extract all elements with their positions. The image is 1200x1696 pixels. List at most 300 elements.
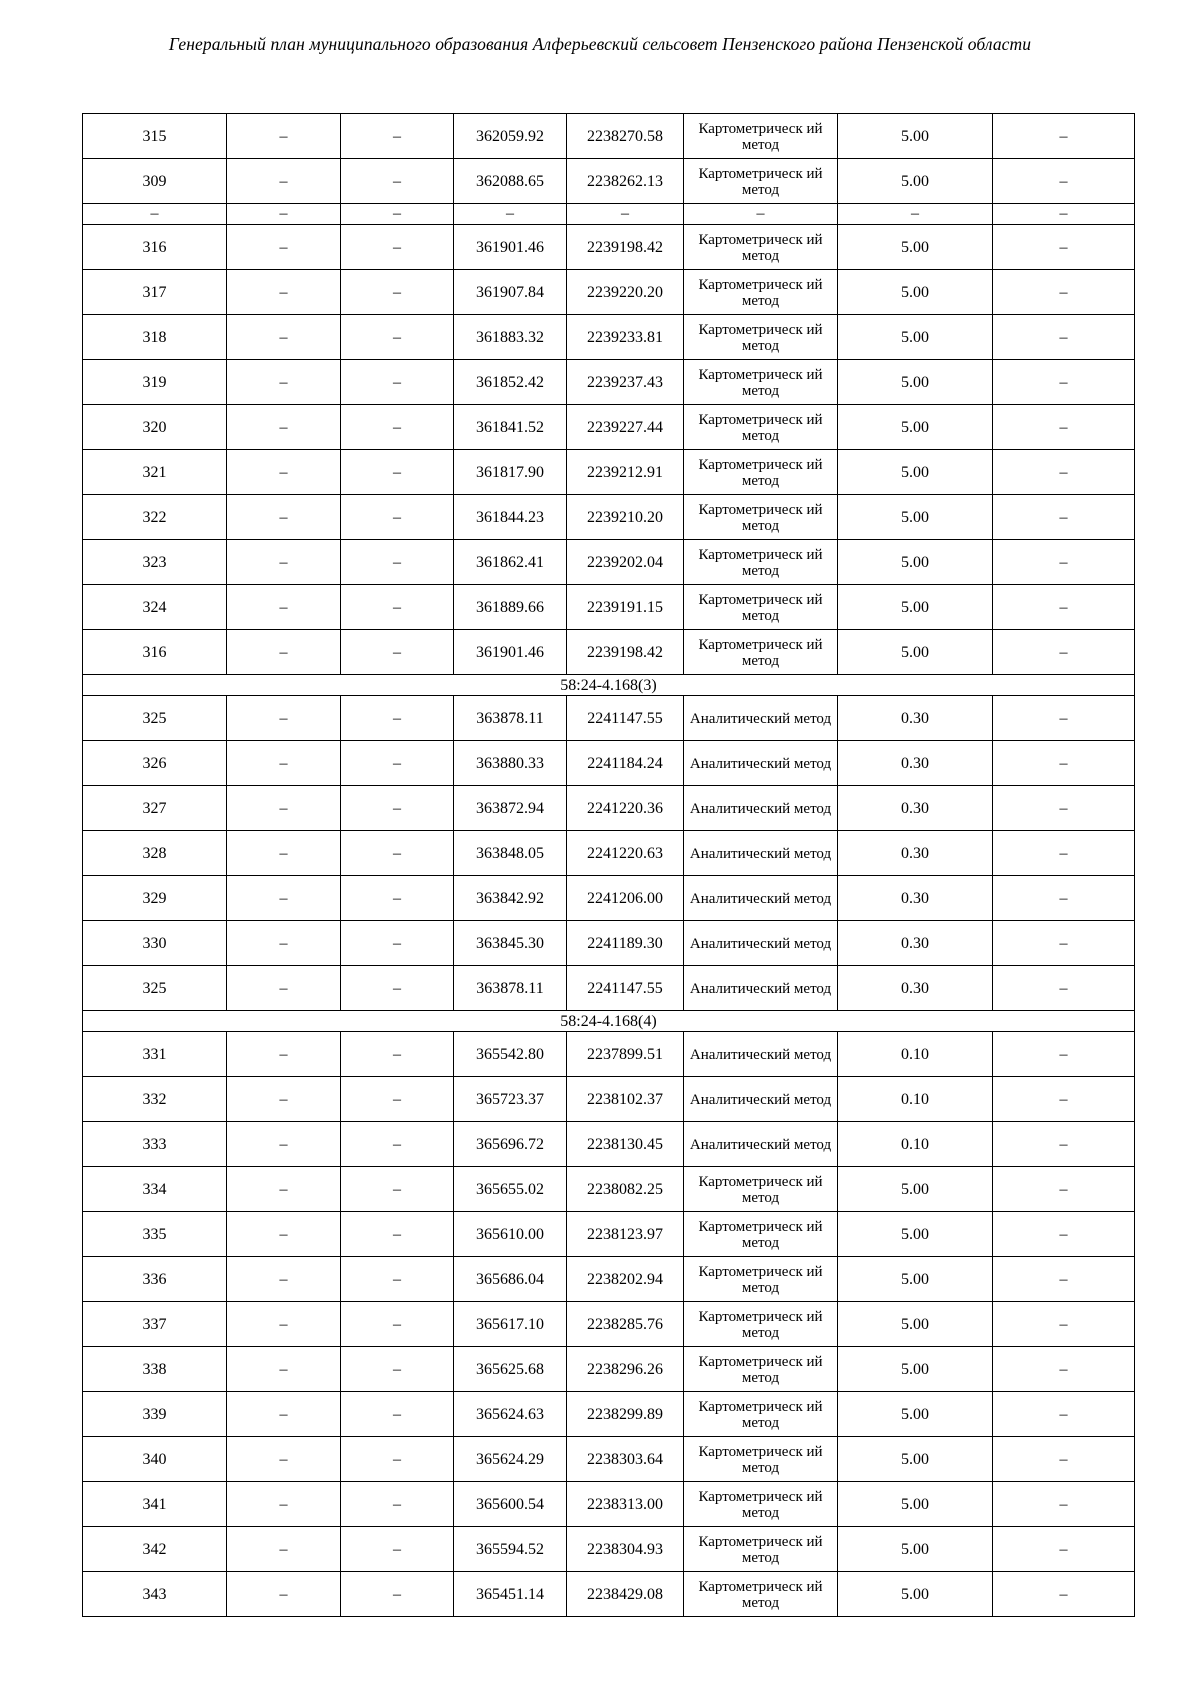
table-row	[83, 1302, 1135, 1347]
old-y-cell: –	[341, 114, 454, 159]
x-coordinate-cell: 365624.29	[454, 1437, 567, 1482]
old-y-cell: –	[341, 630, 454, 675]
y-coordinate-cell: 2241189.30	[567, 921, 684, 966]
description-cell: –	[993, 360, 1135, 405]
old-y-cell: –	[341, 1257, 454, 1302]
accuracy-cell: 5.00	[838, 540, 993, 585]
point-number-cell: 323	[83, 540, 227, 585]
description-cell: –	[993, 225, 1135, 270]
accuracy-cell: 5.00	[838, 630, 993, 675]
description-cell: –	[993, 270, 1135, 315]
old-x-cell: –	[227, 966, 341, 1011]
table-row	[83, 921, 1135, 966]
y-coordinate-cell: 2238304.93	[567, 1527, 684, 1572]
old-x-cell: –	[227, 1077, 341, 1122]
description-cell: –	[993, 1257, 1135, 1302]
method-cell: Аналитический метод	[684, 696, 838, 741]
y-coordinate-cell: 2238296.26	[567, 1347, 684, 1392]
point-number-cell: 317	[83, 270, 227, 315]
description-cell: –	[993, 1392, 1135, 1437]
point-number-cell: 329	[83, 876, 227, 921]
old-y-cell: –	[341, 204, 454, 225]
y-coordinate-cell: 2239198.42	[567, 630, 684, 675]
description-cell: –	[993, 495, 1135, 540]
y-coordinate-cell: 2238202.94	[567, 1257, 684, 1302]
point-number-cell: 324	[83, 585, 227, 630]
point-number-cell: 328	[83, 831, 227, 876]
point-number-cell: 340	[83, 1437, 227, 1482]
old-y-cell: –	[341, 270, 454, 315]
description-cell: –	[993, 1167, 1135, 1212]
y-coordinate-cell: 2238262.13	[567, 159, 684, 204]
point-number-cell: 309	[83, 159, 227, 204]
description-cell: –	[993, 630, 1135, 675]
old-x-cell: –	[227, 1212, 341, 1257]
point-number-cell: 336	[83, 1257, 227, 1302]
x-coordinate-cell: 365625.68	[454, 1347, 567, 1392]
point-number-cell: 322	[83, 495, 227, 540]
accuracy-cell: –	[838, 204, 993, 225]
method-cell: Картометрическ ий метод	[684, 1437, 838, 1482]
x-coordinate-cell: 361841.52	[454, 405, 567, 450]
x-coordinate-cell: 365542.80	[454, 1032, 567, 1077]
point-number-cell: 334	[83, 1167, 227, 1212]
method-cell: Картометрическ ий метод	[684, 315, 838, 360]
point-number-cell: 341	[83, 1482, 227, 1527]
description-cell: –	[993, 1302, 1135, 1347]
x-coordinate-cell: 363845.30	[454, 921, 567, 966]
point-number-cell: 327	[83, 786, 227, 831]
y-coordinate-cell: 2239212.91	[567, 450, 684, 495]
accuracy-cell: 5.00	[838, 270, 993, 315]
old-x-cell: –	[227, 1482, 341, 1527]
old-x-cell: –	[227, 495, 341, 540]
x-coordinate-cell: 365686.04	[454, 1257, 567, 1302]
description-cell: –	[993, 114, 1135, 159]
table-row	[83, 1077, 1135, 1122]
table-row	[83, 360, 1135, 405]
old-x-cell: –	[227, 1572, 341, 1617]
y-coordinate-cell: 2238303.64	[567, 1437, 684, 1482]
point-number-cell: –	[83, 204, 227, 225]
accuracy-cell: 5.00	[838, 1572, 993, 1617]
description-cell: –	[993, 1437, 1135, 1482]
x-coordinate-cell: 361907.84	[454, 270, 567, 315]
accuracy-cell: 0.30	[838, 831, 993, 876]
y-coordinate-cell: 2238285.76	[567, 1302, 684, 1347]
y-coordinate-cell: –	[567, 204, 684, 225]
old-x-cell: –	[227, 1167, 341, 1212]
old-x-cell: –	[227, 225, 341, 270]
method-cell: Картометрическ ий метод	[684, 1212, 838, 1257]
method-cell: Аналитический метод	[684, 1077, 838, 1122]
point-number-cell: 315	[83, 114, 227, 159]
method-cell: Картометрическ ий метод	[684, 1572, 838, 1617]
method-cell: Аналитический метод	[684, 1032, 838, 1077]
table-row	[83, 1572, 1135, 1617]
table-row	[83, 1482, 1135, 1527]
x-coordinate-cell: 363848.05	[454, 831, 567, 876]
table-row	[83, 1347, 1135, 1392]
method-cell: Картометрическ ий метод	[684, 540, 838, 585]
table-row	[83, 630, 1135, 675]
page-header: Генеральный план муниципального образования Алферьевский сельсовет Пензенского района Пензенской области	[168, 34, 1032, 54]
accuracy-cell: 5.00	[838, 1392, 993, 1437]
table-row	[83, 741, 1135, 786]
description-cell: –	[993, 159, 1135, 204]
description-cell: –	[993, 921, 1135, 966]
table-body	[83, 114, 1135, 1617]
old-x-cell: –	[227, 696, 341, 741]
point-number-cell: 320	[83, 405, 227, 450]
accuracy-cell: 5.00	[838, 315, 993, 360]
method-cell: Картометрическ ий метод	[684, 360, 838, 405]
method-cell: Картометрическ ий метод	[684, 1527, 838, 1572]
x-coordinate-cell: 361844.23	[454, 495, 567, 540]
old-y-cell: –	[341, 495, 454, 540]
old-y-cell: –	[341, 966, 454, 1011]
old-y-cell: –	[341, 315, 454, 360]
point-number-cell: 318	[83, 315, 227, 360]
old-y-cell: –	[341, 876, 454, 921]
point-number-cell: 316	[83, 225, 227, 270]
description-cell: –	[993, 540, 1135, 585]
y-coordinate-cell: 2238429.08	[567, 1572, 684, 1617]
point-number-cell: 326	[83, 741, 227, 786]
accuracy-cell: 5.00	[838, 1212, 993, 1257]
table-row	[83, 1257, 1135, 1302]
accuracy-cell: 0.30	[838, 786, 993, 831]
x-coordinate-cell: 363842.92	[454, 876, 567, 921]
x-coordinate-cell: 363872.94	[454, 786, 567, 831]
method-cell: Картометрическ ий метод	[684, 1392, 838, 1437]
accuracy-cell: 5.00	[838, 1527, 993, 1572]
description-cell: –	[993, 585, 1135, 630]
x-coordinate-cell: 365723.37	[454, 1077, 567, 1122]
description-cell: –	[993, 1482, 1135, 1527]
method-cell: Картометрическ ий метод	[684, 1167, 838, 1212]
y-coordinate-cell: 2239220.20	[567, 270, 684, 315]
old-x-cell: –	[227, 876, 341, 921]
x-coordinate-cell: 362059.92	[454, 114, 567, 159]
table-row	[83, 1437, 1135, 1482]
y-coordinate-cell: 2238270.58	[567, 114, 684, 159]
old-y-cell: –	[341, 1437, 454, 1482]
x-coordinate-cell: 362088.65	[454, 159, 567, 204]
table-row	[83, 876, 1135, 921]
table-row	[83, 159, 1135, 204]
table-row	[83, 450, 1135, 495]
y-coordinate-cell: 2238130.45	[567, 1122, 684, 1167]
coordinates-table	[82, 113, 1135, 1617]
y-coordinate-cell: 2239233.81	[567, 315, 684, 360]
table-row	[83, 315, 1135, 360]
x-coordinate-cell: 365594.52	[454, 1527, 567, 1572]
old-y-cell: –	[341, 741, 454, 786]
table-row	[83, 696, 1135, 741]
accuracy-cell: 5.00	[838, 1257, 993, 1302]
x-coordinate-cell: 363878.11	[454, 696, 567, 741]
x-coordinate-cell: 365451.14	[454, 1572, 567, 1617]
description-cell: –	[993, 966, 1135, 1011]
method-cell: Аналитический метод	[684, 1122, 838, 1167]
method-cell: –	[684, 204, 838, 225]
method-cell: Картометрическ ий метод	[684, 1302, 838, 1347]
old-x-cell: –	[227, 1392, 341, 1437]
y-coordinate-cell: 2238313.00	[567, 1482, 684, 1527]
old-x-cell: –	[227, 1032, 341, 1077]
old-y-cell: –	[341, 225, 454, 270]
accuracy-cell: 5.00	[838, 450, 993, 495]
table-row	[83, 585, 1135, 630]
old-x-cell: –	[227, 585, 341, 630]
table-row	[83, 1122, 1135, 1167]
y-coordinate-cell: 2238123.97	[567, 1212, 684, 1257]
x-coordinate-cell: 361817.90	[454, 450, 567, 495]
old-x-cell: –	[227, 450, 341, 495]
method-cell: Аналитический метод	[684, 786, 838, 831]
method-cell: Картометрическ ий метод	[684, 495, 838, 540]
accuracy-cell: 0.10	[838, 1077, 993, 1122]
x-coordinate-cell: –	[454, 204, 567, 225]
y-coordinate-cell: 2241220.63	[567, 831, 684, 876]
point-number-cell: 331	[83, 1032, 227, 1077]
accuracy-cell: 5.00	[838, 1302, 993, 1347]
description-cell: –	[993, 1077, 1135, 1122]
y-coordinate-cell: 2241206.00	[567, 876, 684, 921]
point-number-cell: 316	[83, 630, 227, 675]
y-coordinate-cell: 2237899.51	[567, 1032, 684, 1077]
accuracy-cell: 5.00	[838, 114, 993, 159]
method-cell: Аналитический метод	[684, 831, 838, 876]
old-x-cell: –	[227, 360, 341, 405]
x-coordinate-cell: 361901.46	[454, 225, 567, 270]
old-x-cell: –	[227, 741, 341, 786]
y-coordinate-cell: 2238299.89	[567, 1392, 684, 1437]
x-coordinate-cell: 365610.00	[454, 1212, 567, 1257]
old-y-cell: –	[341, 540, 454, 585]
old-x-cell: –	[227, 540, 341, 585]
section-header-row	[83, 1011, 1135, 1032]
accuracy-cell: 5.00	[838, 495, 993, 540]
description-cell: –	[993, 450, 1135, 495]
point-number-cell: 337	[83, 1302, 227, 1347]
method-cell: Картометрическ ий метод	[684, 1482, 838, 1527]
old-y-cell: –	[341, 1527, 454, 1572]
table-row	[83, 831, 1135, 876]
separator-row	[83, 204, 1135, 225]
accuracy-cell: 0.30	[838, 966, 993, 1011]
method-cell: Аналитический метод	[684, 741, 838, 786]
description-cell: –	[993, 696, 1135, 741]
accuracy-cell: 5.00	[838, 405, 993, 450]
old-x-cell: –	[227, 159, 341, 204]
table-row	[83, 1032, 1135, 1077]
y-coordinate-cell: 2241147.55	[567, 696, 684, 741]
table-row	[83, 405, 1135, 450]
old-y-cell: –	[341, 1032, 454, 1077]
method-cell: Картометрическ ий метод	[684, 270, 838, 315]
method-cell: Картометрическ ий метод	[684, 630, 838, 675]
accuracy-cell: 0.30	[838, 741, 993, 786]
accuracy-cell: 0.30	[838, 876, 993, 921]
table-row	[83, 1167, 1135, 1212]
old-x-cell: –	[227, 1437, 341, 1482]
y-coordinate-cell: 2239227.44	[567, 405, 684, 450]
section-label: 58:24-4.168(4)	[83, 1011, 1135, 1032]
y-coordinate-cell: 2238102.37	[567, 1077, 684, 1122]
old-y-cell: –	[341, 1572, 454, 1617]
x-coordinate-cell: 363878.11	[454, 966, 567, 1011]
description-cell: –	[993, 876, 1135, 921]
old-y-cell: –	[341, 450, 454, 495]
old-y-cell: –	[341, 696, 454, 741]
accuracy-cell: 5.00	[838, 1347, 993, 1392]
accuracy-cell: 5.00	[838, 585, 993, 630]
old-x-cell: –	[227, 831, 341, 876]
method-cell: Картометрическ ий метод	[684, 225, 838, 270]
old-x-cell: –	[227, 1347, 341, 1392]
point-number-cell: 319	[83, 360, 227, 405]
old-y-cell: –	[341, 831, 454, 876]
old-y-cell: –	[341, 1167, 454, 1212]
old-x-cell: –	[227, 630, 341, 675]
y-coordinate-cell: 2239198.42	[567, 225, 684, 270]
old-x-cell: –	[227, 1257, 341, 1302]
accuracy-cell: 0.30	[838, 921, 993, 966]
description-cell: –	[993, 1212, 1135, 1257]
x-coordinate-cell: 361883.32	[454, 315, 567, 360]
old-x-cell: –	[227, 921, 341, 966]
old-x-cell: –	[227, 1302, 341, 1347]
old-x-cell: –	[227, 204, 341, 225]
y-coordinate-cell: 2239210.20	[567, 495, 684, 540]
old-y-cell: –	[341, 1077, 454, 1122]
accuracy-cell: 5.00	[838, 1167, 993, 1212]
old-y-cell: –	[341, 1212, 454, 1257]
table-row	[83, 1392, 1135, 1437]
y-coordinate-cell: 2238082.25	[567, 1167, 684, 1212]
point-number-cell: 321	[83, 450, 227, 495]
table-row	[83, 966, 1135, 1011]
old-y-cell: –	[341, 585, 454, 630]
x-coordinate-cell: 361852.42	[454, 360, 567, 405]
description-cell: –	[993, 1527, 1135, 1572]
method-cell: Картометрическ ий метод	[684, 1257, 838, 1302]
old-y-cell: –	[341, 921, 454, 966]
description-cell: –	[993, 741, 1135, 786]
old-y-cell: –	[341, 1302, 454, 1347]
old-x-cell: –	[227, 786, 341, 831]
point-number-cell: 333	[83, 1122, 227, 1167]
accuracy-cell: 5.00	[838, 159, 993, 204]
x-coordinate-cell: 361862.41	[454, 540, 567, 585]
table-row	[83, 1212, 1135, 1257]
description-cell: –	[993, 204, 1135, 225]
table-row	[83, 495, 1135, 540]
x-coordinate-cell: 363880.33	[454, 741, 567, 786]
x-coordinate-cell: 361901.46	[454, 630, 567, 675]
old-y-cell: –	[341, 1347, 454, 1392]
method-cell: Картометрическ ий метод	[684, 1347, 838, 1392]
accuracy-cell: 0.10	[838, 1122, 993, 1167]
point-number-cell: 325	[83, 696, 227, 741]
point-number-cell: 332	[83, 1077, 227, 1122]
point-number-cell: 338	[83, 1347, 227, 1392]
y-coordinate-cell: 2241220.36	[567, 786, 684, 831]
method-cell: Картометрическ ий метод	[684, 585, 838, 630]
method-cell: Картометрическ ий метод	[684, 405, 838, 450]
old-x-cell: –	[227, 1122, 341, 1167]
x-coordinate-cell: 365696.72	[454, 1122, 567, 1167]
accuracy-cell: 5.00	[838, 1482, 993, 1527]
y-coordinate-cell: 2241184.24	[567, 741, 684, 786]
y-coordinate-cell: 2239202.04	[567, 540, 684, 585]
y-coordinate-cell: 2241147.55	[567, 966, 684, 1011]
method-cell: Аналитический метод	[684, 966, 838, 1011]
table-row	[83, 1527, 1135, 1572]
table-row	[83, 270, 1135, 315]
point-number-cell: 325	[83, 966, 227, 1011]
point-number-cell: 335	[83, 1212, 227, 1257]
description-cell: –	[993, 405, 1135, 450]
x-coordinate-cell: 365624.63	[454, 1392, 567, 1437]
method-cell: Картометрическ ий метод	[684, 450, 838, 495]
accuracy-cell: 5.00	[838, 360, 993, 405]
old-y-cell: –	[341, 405, 454, 450]
table-row	[83, 786, 1135, 831]
accuracy-cell: 0.30	[838, 696, 993, 741]
old-x-cell: –	[227, 405, 341, 450]
table-row	[83, 114, 1135, 159]
old-x-cell: –	[227, 315, 341, 360]
section-header-row	[83, 675, 1135, 696]
x-coordinate-cell: 365655.02	[454, 1167, 567, 1212]
old-x-cell: –	[227, 114, 341, 159]
old-y-cell: –	[341, 786, 454, 831]
table-row	[83, 540, 1135, 585]
method-cell: Аналитический метод	[684, 876, 838, 921]
point-number-cell: 343	[83, 1572, 227, 1617]
point-number-cell: 330	[83, 921, 227, 966]
description-cell: –	[993, 315, 1135, 360]
old-y-cell: –	[341, 159, 454, 204]
old-y-cell: –	[341, 1122, 454, 1167]
accuracy-cell: 0.10	[838, 1032, 993, 1077]
description-cell: –	[993, 1572, 1135, 1617]
description-cell: –	[993, 1122, 1135, 1167]
accuracy-cell: 5.00	[838, 1437, 993, 1482]
x-coordinate-cell: 361889.66	[454, 585, 567, 630]
old-y-cell: –	[341, 1392, 454, 1437]
old-x-cell: –	[227, 1527, 341, 1572]
accuracy-cell: 5.00	[838, 225, 993, 270]
x-coordinate-cell: 365600.54	[454, 1482, 567, 1527]
description-cell: –	[993, 1347, 1135, 1392]
old-x-cell: –	[227, 270, 341, 315]
y-coordinate-cell: 2239237.43	[567, 360, 684, 405]
description-cell: –	[993, 786, 1135, 831]
section-label: 58:24-4.168(3)	[83, 675, 1135, 696]
y-coordinate-cell: 2239191.15	[567, 585, 684, 630]
old-y-cell: –	[341, 360, 454, 405]
description-cell: –	[993, 1032, 1135, 1077]
method-cell: Аналитический метод	[684, 921, 838, 966]
point-number-cell: 342	[83, 1527, 227, 1572]
old-y-cell: –	[341, 1482, 454, 1527]
method-cell: Картометрическ ий метод	[684, 159, 838, 204]
point-number-cell: 339	[83, 1392, 227, 1437]
